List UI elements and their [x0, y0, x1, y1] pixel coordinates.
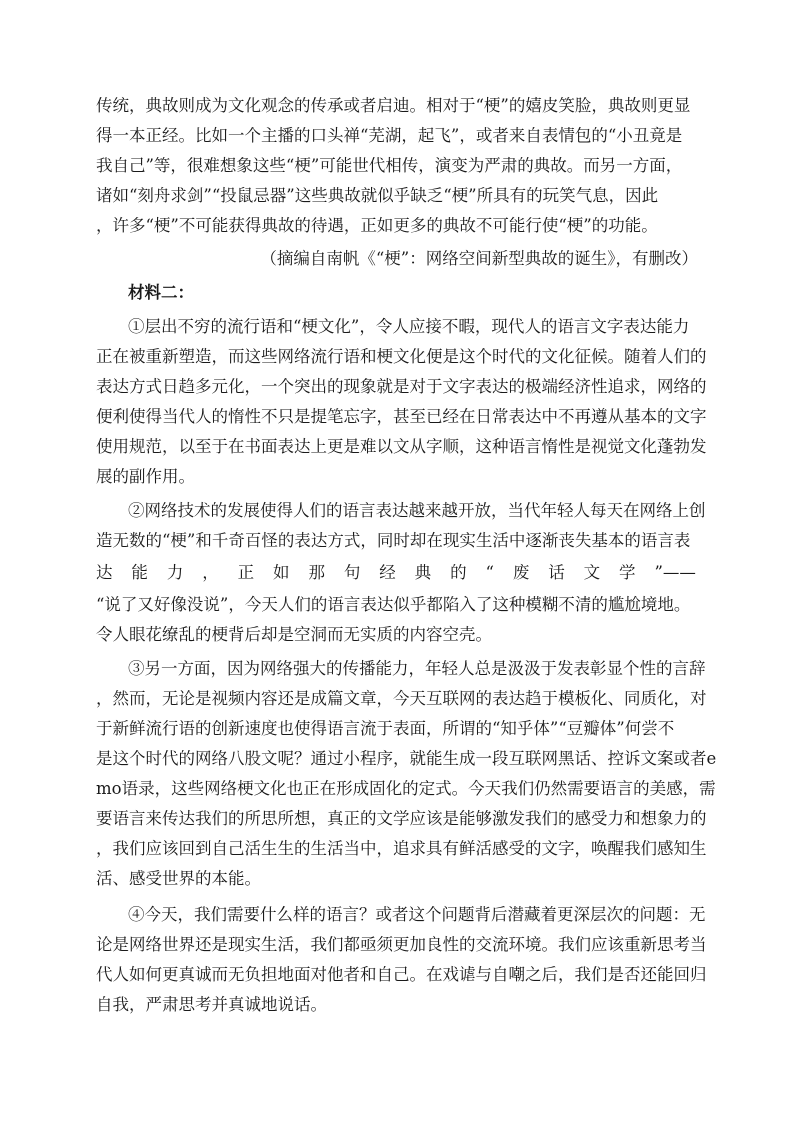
paragraph-2-justified-line — [96, 562, 696, 584]
justified-char: “ — [485, 563, 494, 582]
justified-char: 学 — [619, 563, 636, 582]
paragraph-1-line: 展的副作用。 — [96, 467, 195, 486]
paragraph-4-line: ④今天，我们需要什么样的语言？或者这个问题背后潜藏着更深层次的问题：无 — [128, 905, 706, 924]
paragraph-2-line: 令人眼花缭乱的梗背后却是空洞而无实质的内容空壳。 — [96, 625, 492, 644]
justified-char: 典 — [414, 563, 432, 582]
text-line: 传统，典故则成为文化观念的传承或者启迪。相对于“梗”的嬉皮笑脸，典故则更显 — [96, 96, 691, 115]
paragraph-3-line: 是这个时代的网络八股文呢？通过小程序，就能生成一段互联网黑话、控诉文案或者e — [96, 749, 717, 768]
justified-char: 力 — [166, 563, 184, 582]
paragraph-4-line: 自我，严肃思考并真诚地说话。 — [96, 995, 327, 1014]
paragraph-4-line: 论是网络世界还是现实生活，我们都亟须更加良性的交流环境。我们应该重新思考当 — [96, 935, 707, 954]
paragraph-1-line: 便利使得当代人的惰性不只是提笔忘字，甚至已经在日常表达中不再遵从基本的文字 — [96, 407, 707, 426]
paragraph-2-line: ②网络技术的发展使得人们的语言表达越来越开放，当代年轻人每天在网络上创 — [128, 501, 706, 520]
paragraph-3-line: ，我们应该回到自己活生生的生活当中，追求具有鲜活感受的文字，唤醒我们感知生 — [96, 839, 707, 858]
paragraph-1-line: 表达方式日趋多元化，一个突出的现象就是对于文字表达的极端经济性追求，网络的 — [96, 377, 707, 396]
justified-char: 废 — [512, 563, 530, 582]
text-line: 得一本正经。比如一个主播的口头禅“芜湖，起飞”，或者来自表情包的“小丑竟是 — [96, 126, 683, 145]
justified-char: ”—— — [654, 563, 696, 582]
justified-char: 达 — [96, 563, 113, 582]
paragraph-3-line: 要语言来传达我们的所思所想，真正的文学应该是能够激发我们的感受力和想象力的 — [96, 809, 707, 828]
paragraph-3-line: ，然而，无论是视频内容还是成篇文章，今天互联网的表达趋于模板化、同质化，对 — [96, 689, 707, 708]
justified-char: 句 — [343, 563, 361, 582]
paragraph-2-line: 造无数的“梗”和千奇百怪的表达方式，同时却在现实生活中逐渐丧失基本的语言表 — [96, 531, 691, 550]
paragraph-3-line: 于新鲜流行语的创新速度也使得语言流于表面，所谓的“知乎体”“豆瓣体”何尝不 — [96, 719, 675, 738]
source-citation: （摘编自南帆《“梗”：网络空间新型典故的诞生》，有删改） — [260, 249, 698, 268]
justified-char: 如 — [273, 563, 290, 582]
paragraph-1-line: 使用规范，以至于在书面表达上更是难以文从字顺，这种语言惰性是视觉文化蓬勃发 — [96, 437, 707, 456]
justified-char: 能 — [131, 563, 148, 582]
justified-char: 正 — [237, 563, 255, 582]
text-line: 诸如“刻舟求剑”“投鼠忌器”这些典故就似乎缺乏“梗”所具有的玩笑气息，因此 — [96, 186, 659, 205]
paragraph-4-line: 代人如何更真诚而无负担地面对他者和自己。在戏谑与自嘲之后，我们是否还能回归 — [96, 965, 707, 984]
paragraph-3-line: mo语录，这些网络梗文化也正在形成固化的定式。今天我们仍然需要语言的美感，需 — [96, 779, 716, 798]
justified-char: 话 — [548, 563, 565, 582]
section-heading: 材料二： — [128, 283, 194, 302]
justified-char: ， — [202, 563, 219, 582]
justified-char: 经 — [379, 563, 396, 582]
paragraph-1-line: ①层出不穷的流行语和“梗文化”，令人应接不暇，现代人的语言文字表达能力 — [128, 317, 690, 336]
text-line: ，许多“梗”不可能获得典故的待遇，正如更多的典故不可能行使“梗”的功能。 — [96, 216, 658, 235]
justified-char: 那 — [308, 563, 325, 582]
justified-char: 的 — [450, 563, 467, 582]
paragraph-2-line: “说了又好像没说”，今天人们的语言表达似乎都陷入了这种模糊不清的尴尬境地。 — [96, 595, 691, 614]
paragraph-3-line: ③另一方面，因为网络强大的传播能力，年轻人总是汲汲于发表彰显个性的言辞 — [128, 659, 706, 678]
paragraph-3-line: 活、感受世界的本能。 — [96, 869, 261, 888]
justified-char: 文 — [583, 563, 601, 582]
text-line: 我自己”等，很难想象这些“梗”可能世代相传，演变为严肃的典故。而另一方面， — [96, 156, 683, 175]
paragraph-1-line: 正在被重新塑造，而这些网络流行语和梗文化便是这个时代的文化征候。随着人们的 — [96, 347, 707, 366]
